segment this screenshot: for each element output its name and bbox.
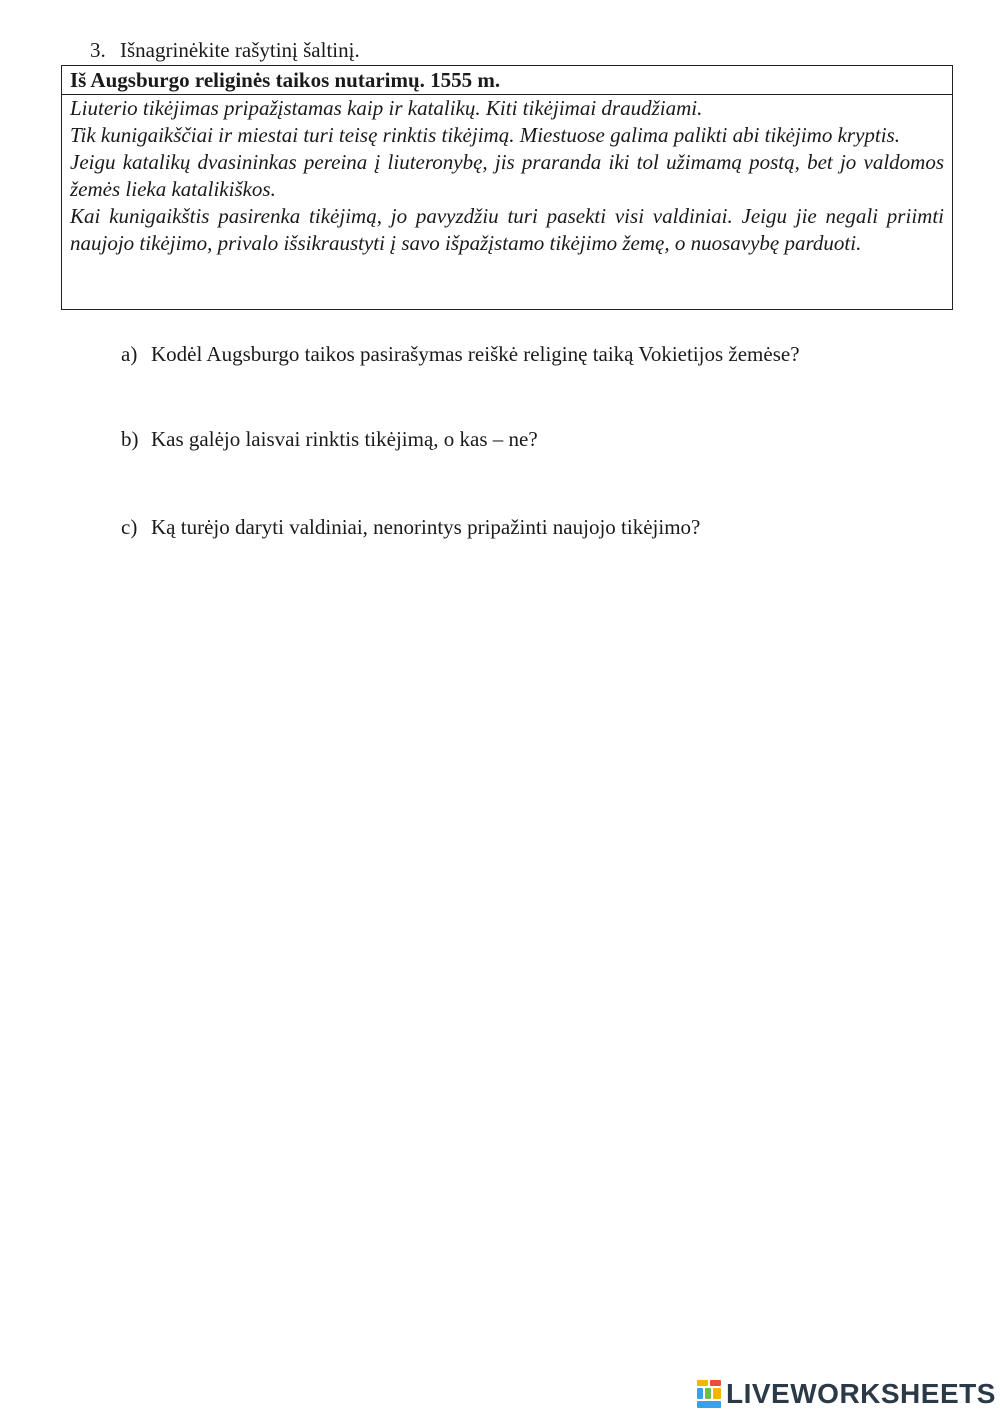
source-paragraph: Jeigu katalikų dvasininkas pereina į liuteronybę, jis praranda iki tol užimamą postą, bet jo valdomos žemės lieka katalikiškos. <box>70 150 944 201</box>
source-title: Iš Augsburgo religinės taikos nutarimų. 1555 m. <box>62 66 952 95</box>
question-letter: a) <box>121 342 138 366</box>
source-paragraph: Tik kunigaikščiai ir miestai turi teisę rinktis tikėjimą. Miestuose galima palikti abi tikėjimo kryptis. <box>70 123 900 147</box>
question-text: Ką turėjo daryti valdiniai, nenorintys pripažinti naujojo tikėjimo? <box>151 515 701 539</box>
question-b <box>121 426 538 452</box>
question-letter: c) <box>121 515 138 539</box>
task-number: 3. <box>90 38 106 62</box>
source-paragraph: Liuterio tikėjimas pripažįstamas kaip ir katalikų. Kiti tikėjimai draudžiami. <box>70 96 703 120</box>
question-c <box>121 514 700 540</box>
question-text: Kas galėjo laisvai rinktis tikėjimą, o kas – ne? <box>151 427 538 451</box>
source-paragraph: Kai kunigaikštis pasirenka tikėjimą, jo pavyzdžiu turi pasekti visi valdiniai. Jeigu jie negali priimti naujojo tikėjimo, privalo išsikraustyti į savo išpažįstamo tikėjimo žemę, o nuosavybę parduoti. <box>70 204 944 255</box>
source-body <box>62 95 952 257</box>
task-instruction: Išnagrinėkite rašytinį šaltinį. <box>120 38 360 62</box>
brand-text: LIVEWORKSHEETS <box>726 1378 996 1409</box>
source-box <box>61 65 953 310</box>
question-letter: b) <box>121 427 139 451</box>
liveworksheets-logo-icon <box>696 1379 722 1409</box>
question-a <box>121 341 800 367</box>
question-text: Kodėl Augsburgo taikos pasirašymas reiškė religinę taiką Vokietijos žemėse? <box>151 342 800 366</box>
task-heading <box>90 37 360 63</box>
liveworksheets-brand[interactable] <box>696 1377 996 1411</box>
